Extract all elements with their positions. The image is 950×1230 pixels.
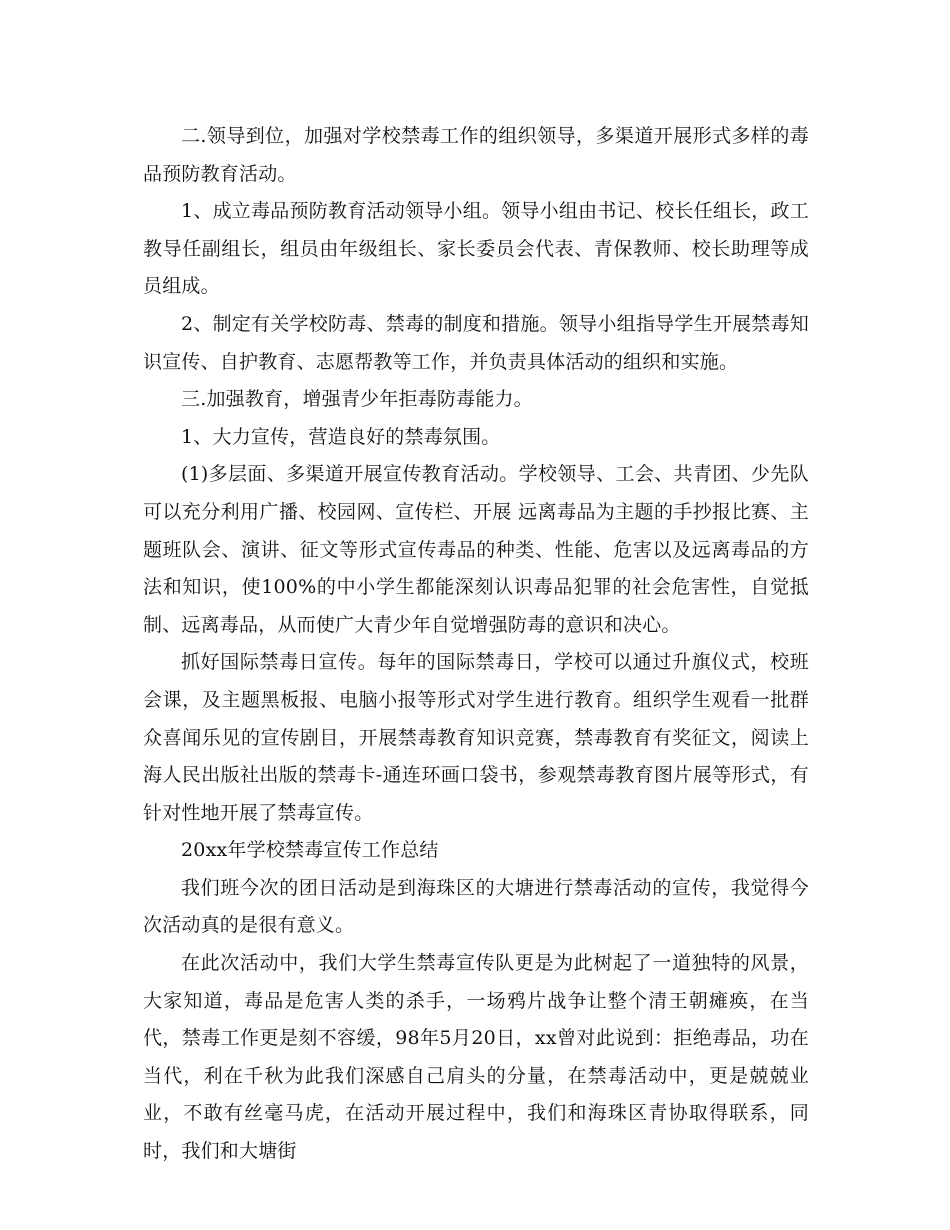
paragraph-international-day: 抓好国际禁毒日宣传。每年的国际禁毒日，学校可以通过升旗仪式，校班会课，及主题黑板报、电脑小报等形式对学生进行教育。组织学生观看一批群众喜闻乐见的宣传剧目，开展禁毒教育知识竞赛，禁毒教育有奖征文，阅读上海人民出版社出版的禁毒卡-通连环画口袋书，参观禁毒教育图片展等形式，有针对性地开展了禁毒宣传。 (143, 651, 809, 824)
paragraph-leading-group: 1、成立毒品预防教育活动领导小组。领导小组由书记、校长任组长，政工教导任副组长，组员由年级组长、家长委员会代表、青保教师、校长助理等成员组成。 (143, 200, 809, 298)
paragraph-league-activity: 我们班今次的团日活动是到海珠区的大塘进行禁毒活动的宣传，我觉得今次活动真的是很有意义。 (143, 876, 809, 937)
paragraph-activity-details: 在此次活动中，我们大学生禁毒宣传队更是为此树起了一道独特的风景，大家知道，毒品是危害人类的杀手，一场鸦片战争让整个清王朝瘫痪，在当代，禁毒工作更是刻不容缓，98年5月20日，xx曾对此说到：拒绝毒品，功在当代，利在千秋为此我们深感自己肩头的分量，在禁毒活动中，更是兢兢业业，不敢有丝毫马虎，在活动开展过程中，我们和海珠区青协取得联系，同时，我们和大塘街 (143, 952, 809, 1163)
section-heading-summary: 20xx年学校禁毒宣传工作总结 (181, 839, 439, 862)
paragraph-strengthen-education: 三.加强教育，增强青少年拒毒防毒能力。 (181, 388, 533, 411)
document-body (143, 118, 809, 1171)
paragraph-leadership: 二.领导到位，加强对学校禁毒工作的组织领导，多渠道开展形式多样的毒品预防教育活动。 (143, 125, 809, 185)
paragraph-rules-measures: 2、制定有关学校防毒、禁毒的制度和措施。领导小组指导学生开展禁毒知识宣传、自护教育、志愿帮教等工作，并负责具体活动的组织和实施。 (143, 312, 809, 373)
paragraph-publicity: 1、大力宣传，营造良好的禁毒氛围。 (181, 425, 501, 448)
paragraph-multi-channel: (1)多层面、多渠道开展宣传教育活动。学校领导、工会、共青团、少先队可以充分利用广播、校园网、宣传栏、开展 远离毒品为主题的手抄报比赛、主题班队会、演讲、征文等形式宣传毒品的种类、性能、危害以及远离毒品的方法和知识，使100%的中小学生都能深刻认识毒品犯罪的社会危害性，自觉抵制、远离毒品，从而使广大青少年自觉增强防毒的意识和决心。 (143, 463, 809, 636)
